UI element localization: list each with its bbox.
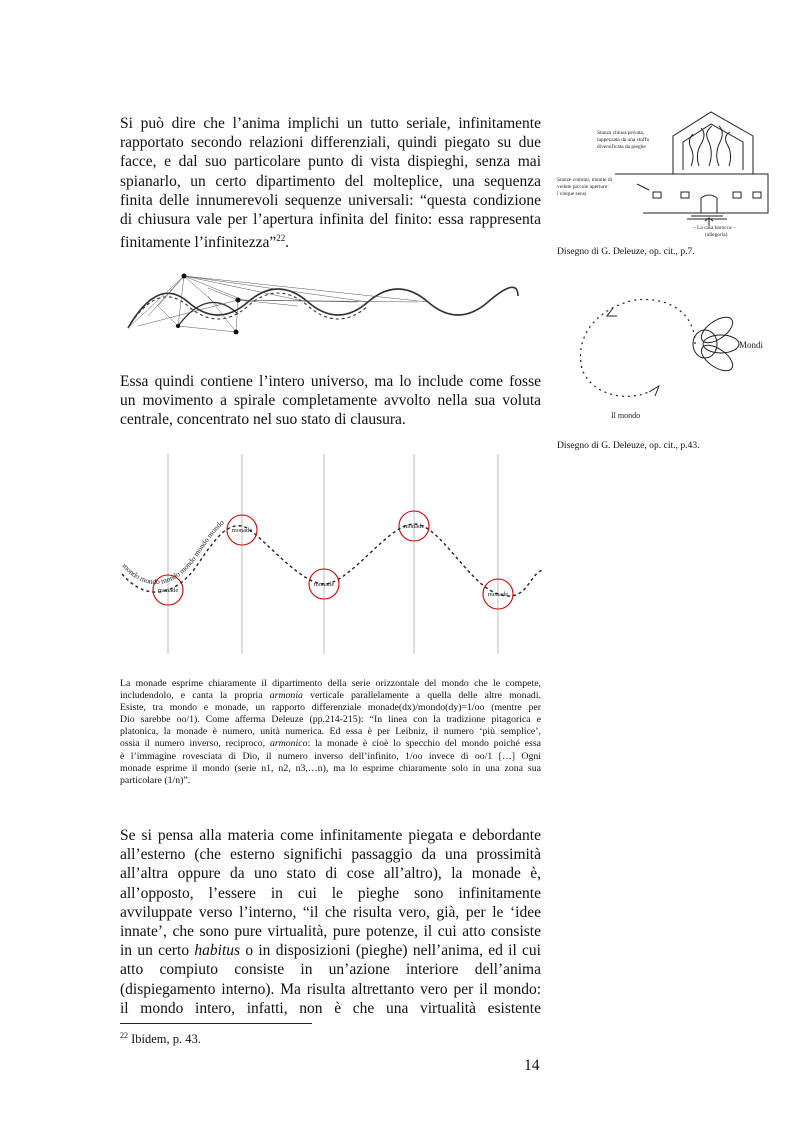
caption-line: includendolo, e canta la propria armonia verticale parallelamente a quella delle altre monadi. [120,690,541,702]
house-label-line: vedute piccole aperture: [557,184,609,190]
wave-text-path: mondo mondo mondo mondo mondo mondo [120,517,226,587]
figure-wave-sketch [118,266,543,346]
monad-label: monade [403,523,425,530]
label-worlds: Mondi [739,340,764,350]
caption-line: La monade esprime chiaramente il dipartimento della serie orizzontale del mondo che le compete, [120,678,541,689]
text-line: centrale, concentrato nel suo stato di clausura. [120,411,406,429]
monad-label: monade [487,591,509,598]
caption-line: particolare (1/n)”. [120,774,191,786]
house-label-line: (allegoria) [705,232,728,238]
footnote [120,1031,201,1047]
house-label-line: i cinque sensi [557,191,587,197]
text-line: atto compiuto consiste in un’azione interiore dell’anima [120,961,541,979]
figure-worlds [555,286,780,424]
text-line: all’altra oppure da uno stato di cose all’altro), la monade è, [120,865,541,883]
monad-label: monade [313,581,335,588]
caption-line: platonica, la monade è numero, unità numerica. Ed essa è per Leibniz, il numero ‘più semplice’, [120,726,541,738]
text-line: rapportato secondo relazioni differenziali, quindi piegato su due [120,134,541,152]
monad-wave-drawing [118,444,548,666]
text-line: il mondo intero, infatti, non è che una virtualità esistente [120,999,541,1017]
text-line: di chiusura vale per l’apertura infinita del finito: essa rappresenta [120,211,541,229]
text-line: all’esterno (che esterno significhi passaggio da una prossimità [120,846,541,864]
text-line: un movimento a spirale completamente avvolto nella sua voluta [120,392,541,410]
text-line: in un certo habitus o in disposizioni (pieghe) nell’anima, ed il cui [120,942,541,960]
baroque-house-drawing [553,108,778,240]
footnote-reference[interactable]: 22 [276,233,286,244]
text-line: innate’, che sono pure virtualità, pure potenze, il cui atto consiste [120,923,541,941]
text-line: finita delle innumerevoli sequenze universali: “questa condizione [120,191,541,209]
page-number: 14 [524,1057,540,1074]
house-label-line: tappezzata da una stoffa [597,137,649,143]
house-label-line: Stanza chiusa privata, [597,130,645,136]
figure-monad-wave [118,444,548,666]
caption-line: monade esprime il mondo (serie n1, n2, n3,…n), ma lo esprime chiaramente solo in una zona sua [120,762,541,774]
text-line: spianarlo, un certo dipartimento del molteplice, una sequenza [120,172,541,190]
caption-line: Esiste, tra mondo e monade, un rapporto differenziale monade(dx)/mondo(dy)=1/oo (mentre per [120,702,541,714]
text-line: Se si pensa alla materia come infinitamente piegata e debordante [120,827,541,844]
text-line: (dispiegamento interno). Ma risulta altrettanto vero per il mondo: [120,980,541,998]
paragraph-1 [120,114,541,253]
caption-line: è l’immagine rovesciata di Dio, il numero inverso dell’infinito, 1/oo invece di oo/1 […] Ogni [120,750,541,762]
wave-text [121,518,226,587]
footnote-number: 22 [120,1031,128,1040]
paragraph-2 [120,372,541,430]
figure-2-caption: Disegno di G. Deleuze, op. cit., p.43. [557,440,700,451]
house-label-line: Stanze comuni, munite di [557,177,613,183]
figure-baroque-house [553,108,778,240]
caption-line: Dio sarebbe oo/1). Come afferma Deleuze (pp.214-215): “In linea con la tradizione pitagorica e [120,714,541,726]
text-line: finitamente l’infinitezza”$^{22}$. [120,233,290,252]
monad-label: monade [157,587,179,594]
text-fragment: finitamente l’infinitezza” [120,234,277,252]
paragraph-3 [120,826,541,1018]
text-line: Essa quindi contiene l’intero universo, ma lo include come fosse [120,373,541,390]
monad-label: monade [231,527,253,534]
footnote-text: Ibidem, p. 43. [131,1032,201,1047]
house-label-line: diversificata da pieghe [597,144,646,150]
monad-figure-caption [120,678,541,787]
worlds-drawing [555,286,780,424]
text-line: avviluppate verso l’interno, “il che risulta vero, già, per le ‘idee [120,903,541,921]
wave-sketch-drawing [118,266,543,346]
figure-1-caption: Disegno di G. Deleuze, op. cit., p.7. [557,246,695,257]
text-line: facce, e dal suo particolare punto di vista dispieghi, senza mai [120,153,541,171]
footnote-separator [120,1023,312,1024]
house-label-line: – La casa barocca – [693,225,736,231]
text-line: Si può dire che l’anima implichi un tutto seriale, infinitamente [120,115,541,132]
text-line: all’opposto, l’essere in cui le pieghe sono infinitamente [120,884,541,902]
caption-line: ossia il numero inverso, reciproco, armonico: la monade è cioè lo specchio del mondo poiché essa [120,738,542,750]
label-world: Il mondo [611,411,641,420]
